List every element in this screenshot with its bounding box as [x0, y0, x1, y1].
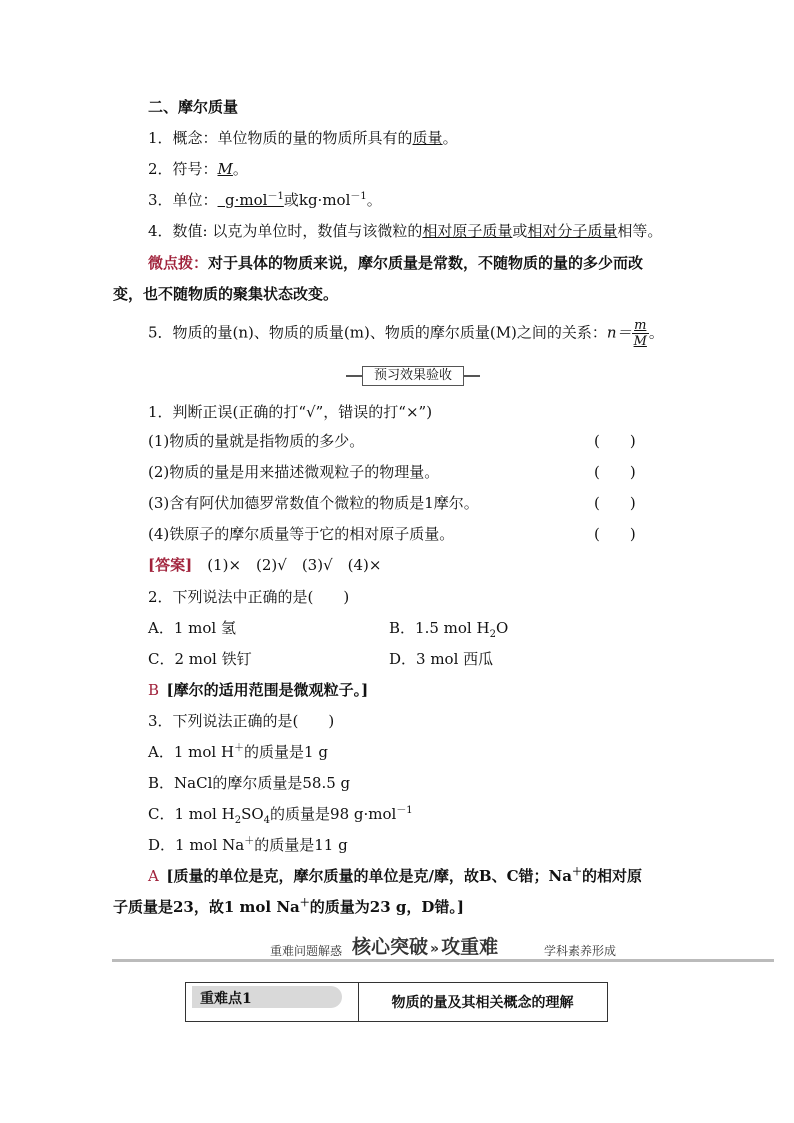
q2-option-b-suffix: O	[495, 619, 509, 637]
concept-line	[148, 128, 458, 148]
q1-answer	[148, 555, 381, 575]
q1-item-2-paren: ( )	[594, 463, 636, 481]
q3-option-b: B．NaCl的摩尔质量是58.5 g	[148, 774, 351, 792]
q3-option-d	[148, 835, 348, 855]
unit-g-mol: g·mol	[225, 191, 268, 209]
q3-answer-sup-1: ＋	[571, 867, 582, 878]
q3-answer-line-2	[113, 897, 464, 917]
q3-option-d-prefix: D．1 mol Na	[148, 836, 245, 854]
q3-option-d-sup: ＋	[244, 836, 255, 847]
tip-line-1	[148, 253, 643, 273]
unit-exp2: －1	[350, 191, 367, 202]
q2-option-c: C．2 mol 铁钉	[148, 650, 252, 668]
symbol-suffix: 。	[232, 160, 248, 178]
q3-option-c-prefix: C．1 mol H	[148, 805, 235, 823]
relation-suffix: 。	[648, 323, 664, 342]
q3-answer-sup-2: ＋	[299, 898, 310, 909]
symbol-line	[148, 159, 248, 179]
q1-item-3-paren: ( )	[594, 494, 636, 512]
concept-answer: 质量	[412, 129, 443, 147]
section-title-left: 核心突破	[352, 936, 429, 958]
value-prefix: 4．数值: 以克为单位时，数值与该微粒的	[148, 222, 423, 240]
key-point-title: 物质的量及其相关概念的理解	[391, 995, 574, 1011]
q3-stem: 3．下列说法正确的是( )	[148, 712, 335, 730]
tip-text-1: 对于具体的物质来说，摩尔质量是常数，不随物质的量的多少而改	[208, 254, 644, 272]
unit-exp: －1	[267, 191, 284, 202]
unit-or: 或	[283, 191, 299, 209]
q3-option-d-suffix: 的质量是11 g	[254, 836, 348, 854]
unit-prefix: 3．单位：	[148, 191, 218, 209]
tip-line-2: 变，也不随物质的聚集状态改变。	[113, 285, 339, 303]
section-title	[352, 932, 498, 959]
section-title-right: 攻重难	[441, 936, 499, 958]
q2-answer	[148, 680, 368, 700]
q3-answer-text-2a: 子质量是23，故1 mol Na	[113, 898, 300, 916]
q3-answer-text-2b: 的质量为23 g，D错。]	[309, 898, 464, 916]
q3-option-c	[148, 804, 413, 824]
q3-option-a	[148, 742, 328, 762]
key-point-tag	[186, 983, 359, 1021]
relation-fraction	[632, 318, 649, 349]
q2-option-a: A．1 mol 氢	[148, 619, 236, 637]
value-line	[148, 221, 662, 241]
q1-item-2: (2)物质的量是用来描述微观粒子的物理量。	[148, 463, 440, 481]
q1-item-1-paren: ( )	[594, 432, 636, 450]
unit-line	[148, 190, 382, 210]
section-rule	[112, 959, 774, 962]
q3-answer-text-1a: [质量的单位是克，摩尔质量的单位是克/摩，故B、C错；Na	[166, 867, 572, 885]
q3-option-c-sup: －1	[396, 805, 413, 816]
section-right-caption: 学科素养形成	[544, 944, 617, 958]
preview-check-banner	[346, 366, 480, 386]
relation-line	[148, 318, 664, 349]
q2-answer-letter: B	[148, 681, 160, 699]
key-point-box	[185, 982, 608, 1022]
value-or: 或	[512, 222, 528, 240]
q3-option-c-sub2: 4	[263, 815, 271, 826]
value-answer-atomic: 相对原子质量	[422, 222, 513, 240]
fraction-numerator: m	[632, 318, 649, 334]
q3-option-a-sup: ＋	[234, 743, 245, 754]
relation-lhs: n＝	[606, 323, 632, 342]
banner-label: 预习效果验收	[362, 366, 464, 386]
tip-label: 微点拨：	[148, 254, 209, 272]
symbol-prefix: 2．符号：	[148, 160, 218, 178]
value-answer-molecular: 相对分子质量	[527, 222, 618, 240]
q2-option-b-prefix: B．1.5 mol H	[389, 619, 490, 637]
q1-item-1: (1)物质的量就是指物质的多少。	[148, 432, 365, 450]
concept-suffix: 。	[442, 129, 458, 147]
q2-option-b	[389, 618, 508, 638]
q1-item-4-paren: ( )	[594, 525, 636, 543]
q2-answer-text: [摩尔的适用范围是微观粒子。]	[166, 681, 369, 699]
core-breakthrough-header	[112, 930, 774, 964]
q3-option-c-mid: SO	[241, 805, 264, 823]
q2-option-d: D．3 mol 西瓜	[389, 650, 494, 668]
section-left-caption: 重难问题解惑	[270, 944, 343, 958]
q3-option-a-suffix: 的质量是1 g	[244, 743, 328, 761]
q3-option-a-prefix: A．1 mol H	[148, 743, 235, 761]
concept-prefix: 1．概念：单位物质的量的物质所具有的	[148, 129, 413, 147]
symbol-answer: M	[217, 160, 233, 178]
q2-stem: 2．下列说法中正确的是( )	[148, 588, 350, 606]
chevron-right-icon: »	[430, 941, 440, 957]
relation-text: 5．物质的量(n)、物质的质量(m)、物质的摩尔质量(M)之间的关系：	[148, 323, 607, 342]
q1-answer-label: [答案]	[148, 556, 193, 574]
q1-stem: 1．判断正误(正确的打“√”，错误的打“×”)	[148, 403, 433, 421]
q1-item-4: (4)铁原子的摩尔质量等于它的相对原子质量。	[148, 525, 455, 543]
section-heading: 二、摩尔质量	[148, 98, 239, 116]
q3-option-c-suffix: 的质量是98 g·mol	[270, 805, 397, 823]
fraction-denominator: M	[633, 334, 647, 349]
q3-answer-letter: A	[148, 867, 159, 885]
q1-answer-text: (1)× (2)√ (3)√ (4)×	[207, 556, 382, 574]
q3-option-c-sub1: 2	[234, 815, 242, 826]
unit-answer	[218, 191, 284, 209]
key-point-tag-label: 重难点1	[200, 991, 252, 1007]
unit-kg-mol: kg·mol	[298, 191, 351, 209]
value-suffix: 相等。	[617, 222, 663, 240]
unit-suffix: 。	[366, 191, 382, 209]
q1-item-3: (3)含有阿伏加德罗常数值个微粒的物质是1摩尔。	[148, 494, 479, 512]
q2-option-b-sub: 2	[489, 629, 496, 640]
q3-answer-line-1	[148, 866, 642, 886]
q3-answer-text-1b: 的相对原	[581, 867, 642, 885]
